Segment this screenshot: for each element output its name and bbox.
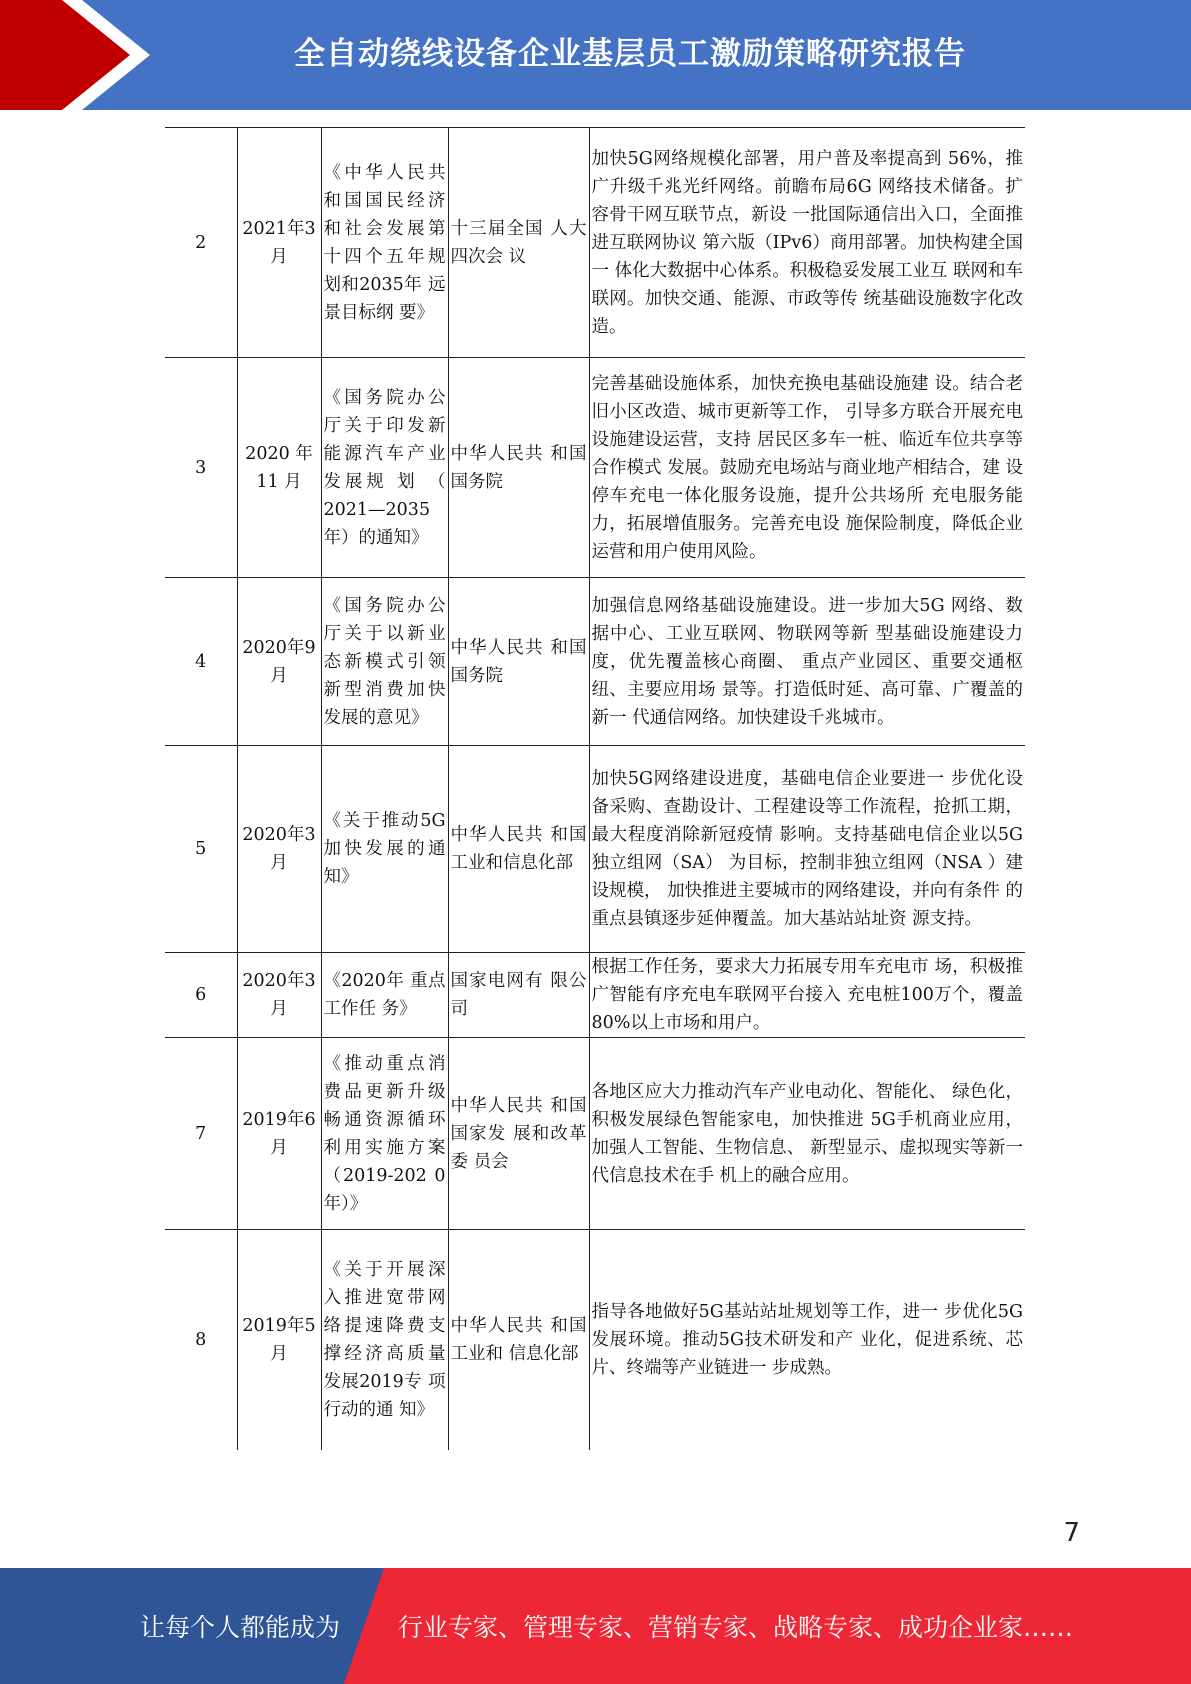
table-row	[165, 128, 1025, 358]
row-content: 完善基础设施体系，加快充换电基础设施建 设。结合老旧小区改造、城市更新等工作， 引导多方联合开展充电设施建设运营，支持 居民区多车一桩、临近车位共享等合作模式 发展。鼓励充电场站与商业地产相结合，建 设停车充电一体化服务设施，提升公共场所 充电服务能力，拓展增值服务。完善充电设 施保险制度，降低企业运营和用户使用风险。	[589, 358, 1025, 578]
footer-slogan-left: 让每个人都能成为	[140, 1613, 341, 1642]
row-content: 根据工作任务，要求大力拓展专用车充电市 场，积极推广智能有序充电车联网平台接入 充电桩100万个，覆盖80%以上市场和用户。	[589, 953, 1025, 1038]
row-issuer: 中华人民共 和国工业和信息化部	[448, 746, 589, 953]
row-date: 2020 年 11 月	[237, 358, 321, 578]
row-content: 指导各地做好5G基站站址规划等工作，进一 步优化5G发展环境。推动5G技术研发和产 业化，促进系统、芯片、终端等产业链进一 步成熟。	[589, 1230, 1025, 1450]
page-number: 7	[1063, 1518, 1080, 1548]
row-document: 《关于推动5G加快发展的通知》	[321, 746, 448, 953]
row-document: 《国务院办公厅关于印发新能源汽车产业发展规 划 （ 2021—2035年）的通知》	[321, 358, 448, 578]
document-title: 全自动绕线设备企业基层员工激励策略研究报告	[294, 36, 966, 72]
row-content: 加快5G网络建设进度，基础电信企业要进一 步优化设备采购、查勘设计、工程建设等工作流程，抢抓工期，最大程度消除新冠疫情 影响。支持基础电信企业以5G独立组网（SA） 为目标，控制非独立组网（NSA ）建设规模， 加快推进主要城市的网络建设，并向有条件 的重点县镇逐步延伸覆盖。加大基站站址资 源支持。	[589, 746, 1025, 953]
row-number: 3	[165, 358, 237, 578]
row-content: 各地区应大力推动汽车产业电动化、智能化、 绿色化，积极发展绿色智能家电，加快推进 5G手机商业应用，加强人工智能、生物信息、 新型显示、虚拟现实等新一代信息技术在手 机上的融合应用。	[589, 1038, 1025, 1230]
row-date: 2020年3月	[237, 746, 321, 953]
row-document: 《国务院办公厅关于以新业态新模式引领新型消费加快发展的意见》	[321, 578, 448, 746]
row-date: 2020年3月	[237, 953, 321, 1038]
row-issuer: 中华人民共 和国国家发 展和改革委 员会	[448, 1038, 589, 1230]
row-number: 2	[165, 128, 237, 358]
row-document: 《2020年 重点工作任 务》	[321, 953, 448, 1038]
row-issuer: 中华人民共 和国国务院	[448, 358, 589, 578]
row-date: 2020年9月	[237, 578, 321, 746]
table-row	[165, 358, 1025, 578]
row-number: 7	[165, 1038, 237, 1230]
row-issuer: 国家电网有 限公司	[448, 953, 589, 1038]
row-issuer: 中华人民共 和国国务院	[448, 578, 589, 746]
row-issuer: 中华人民共 和国工业和 信息化部	[448, 1230, 589, 1450]
row-document: 《关于开展深入推进宽带网络提速降费支撑经济高质量发展2019专 项行动的通 知》	[321, 1230, 448, 1450]
page-footer	[0, 1568, 1191, 1684]
row-number: 5	[165, 746, 237, 953]
policy-table	[165, 127, 1025, 1450]
row-number: 8	[195, 1329, 207, 1350]
row-date: 2021年3月	[237, 128, 321, 358]
table-row	[165, 578, 1025, 746]
row-date: 2019年5月	[237, 1230, 321, 1450]
page-header	[0, 0, 1191, 110]
table-row	[165, 1038, 1025, 1230]
table-row	[165, 1230, 1025, 1450]
row-date: 2019年6月	[237, 1038, 321, 1230]
footer-slogan-right: 行业专家、管理专家、营销专家、战略专家、成功企业家……	[398, 1613, 1074, 1642]
policy-table-container	[165, 127, 1025, 1450]
row-number: 6	[165, 953, 237, 1038]
table-row	[165, 746, 1025, 953]
row-issuer: 十三届全国 人大四次会 议	[448, 128, 589, 358]
row-document: 《推动重点消费品更新升级畅通资源循环利用实施方案（2019-202 0年）》	[321, 1038, 448, 1230]
row-content: 加强信息网络基础设施建设。进一步加大5G 网络、数据中心、工业互联网、物联网等新 型基础设施建设力度，优先覆盖核心商圈、 重点产业园区、重要交通枢纽、主要应用场 景等。打造低时延、高可靠、广覆盖的新一 代通信网络。加快建设千兆城市。	[589, 578, 1025, 746]
table-row	[165, 953, 1025, 1038]
row-content: 加快5G网络规模化部署，用户普及率提高到 56%，推广升级千兆光纤网络。前瞻布局6G 网络技术储备。扩容骨干网互联节点，新设 一批国际通信出入口，全面推进互联网协议 第六版（IPv6）商用部署。加快构建全国一 体化大数据中心体系。积极稳妥发展工业互 联网和车联网。加快交通、能源、市政等传 统基础设施数字化改造。	[589, 128, 1025, 358]
row-number: 4	[165, 578, 237, 746]
row-document: 《中华人民共和国国民经济和社会发展第十四个五年规划和2035年 远景目标纲 要》	[321, 128, 448, 358]
